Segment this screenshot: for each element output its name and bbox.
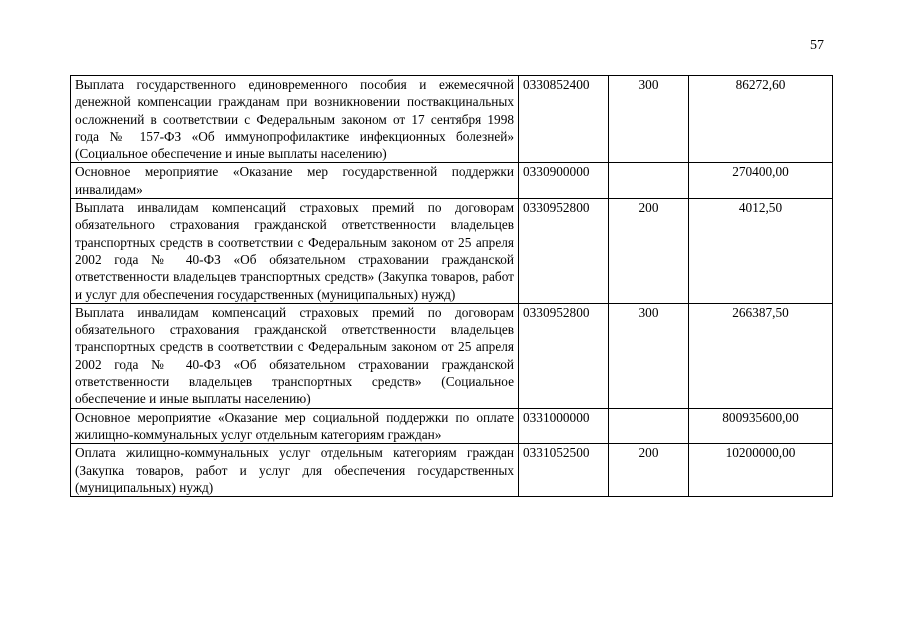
- row-expense-type: [609, 408, 689, 444]
- row-description: Оплата жилищно-коммунальных услуг отдельным категориям граждан (Закупка товаров, работ и услуг для обеспечения государственных (муниципальных) нужд): [71, 444, 519, 497]
- table-row: [71, 163, 833, 199]
- table-row: [71, 408, 833, 444]
- table-row: [71, 76, 833, 163]
- row-amount: 800935600,00: [689, 408, 833, 444]
- row-amount: 86272,60: [689, 76, 833, 163]
- page-number: 57: [810, 38, 824, 53]
- row-expense-type: 300: [609, 76, 689, 163]
- table-row: [71, 303, 833, 408]
- row-description: Выплата инвалидам компенсаций страховых премий по договорам обязательного страхования гражданской ответственности владельцев транспортных средств в соответствии с Федеральным законом от 25 апреля 2002 года № 40-ФЗ «Об обязательном страховании гражданской ответственности владельцев транспортных средств» (Закупка товаров, работ и услуг для обеспечения государственных (муниципальных) нужд): [71, 199, 519, 304]
- row-amount: 4012,50: [689, 199, 833, 304]
- row-target-code: 0330952800: [519, 303, 609, 408]
- budget-table: [70, 75, 833, 497]
- row-description: Основное мероприятие «Оказание мер социальной поддержки по оплате жилищно-коммунальных услуг отдельным категориям граждан»: [71, 408, 519, 444]
- row-amount: 266387,50: [689, 303, 833, 408]
- table-row: [71, 199, 833, 304]
- row-target-code: 0331000000: [519, 408, 609, 444]
- row-description: Основное мероприятие «Оказание мер государственной поддержки инвалидам»: [71, 163, 519, 199]
- row-amount: 10200000,00: [689, 444, 833, 497]
- row-target-code: 0330952800: [519, 199, 609, 304]
- row-expense-type: 200: [609, 199, 689, 304]
- row-amount: 270400,00: [689, 163, 833, 199]
- row-description: Выплата государственного единовременного пособия и ежемесячной денежной компенсации гражданам при возникновении поствакцинальных осложнений в соответствии с Федеральным законом от 17 сентября 1998 года № 157-ФЗ «Об иммунопрофилактике инфекционных болезней» (Социальное обеспечение и иные выплаты населению): [71, 76, 519, 163]
- row-expense-type: [609, 163, 689, 199]
- row-target-code: 0330852400: [519, 76, 609, 163]
- table-row: [71, 444, 833, 497]
- row-target-code: 0330900000: [519, 163, 609, 199]
- row-description: Выплата инвалидам компенсаций страховых премий по договорам обязательного страхования гражданской ответственности владельцев транспортных средств в соответствии с Федеральным законом от 25 апреля 2002 года № 40-ФЗ «Об обязательном страховании гражданской ответственности владельцев транспортных средств» (Социальное обеспечение и иные выплаты населению): [71, 303, 519, 408]
- row-target-code: 0331052500: [519, 444, 609, 497]
- row-expense-type: 200: [609, 444, 689, 497]
- row-expense-type: 300: [609, 303, 689, 408]
